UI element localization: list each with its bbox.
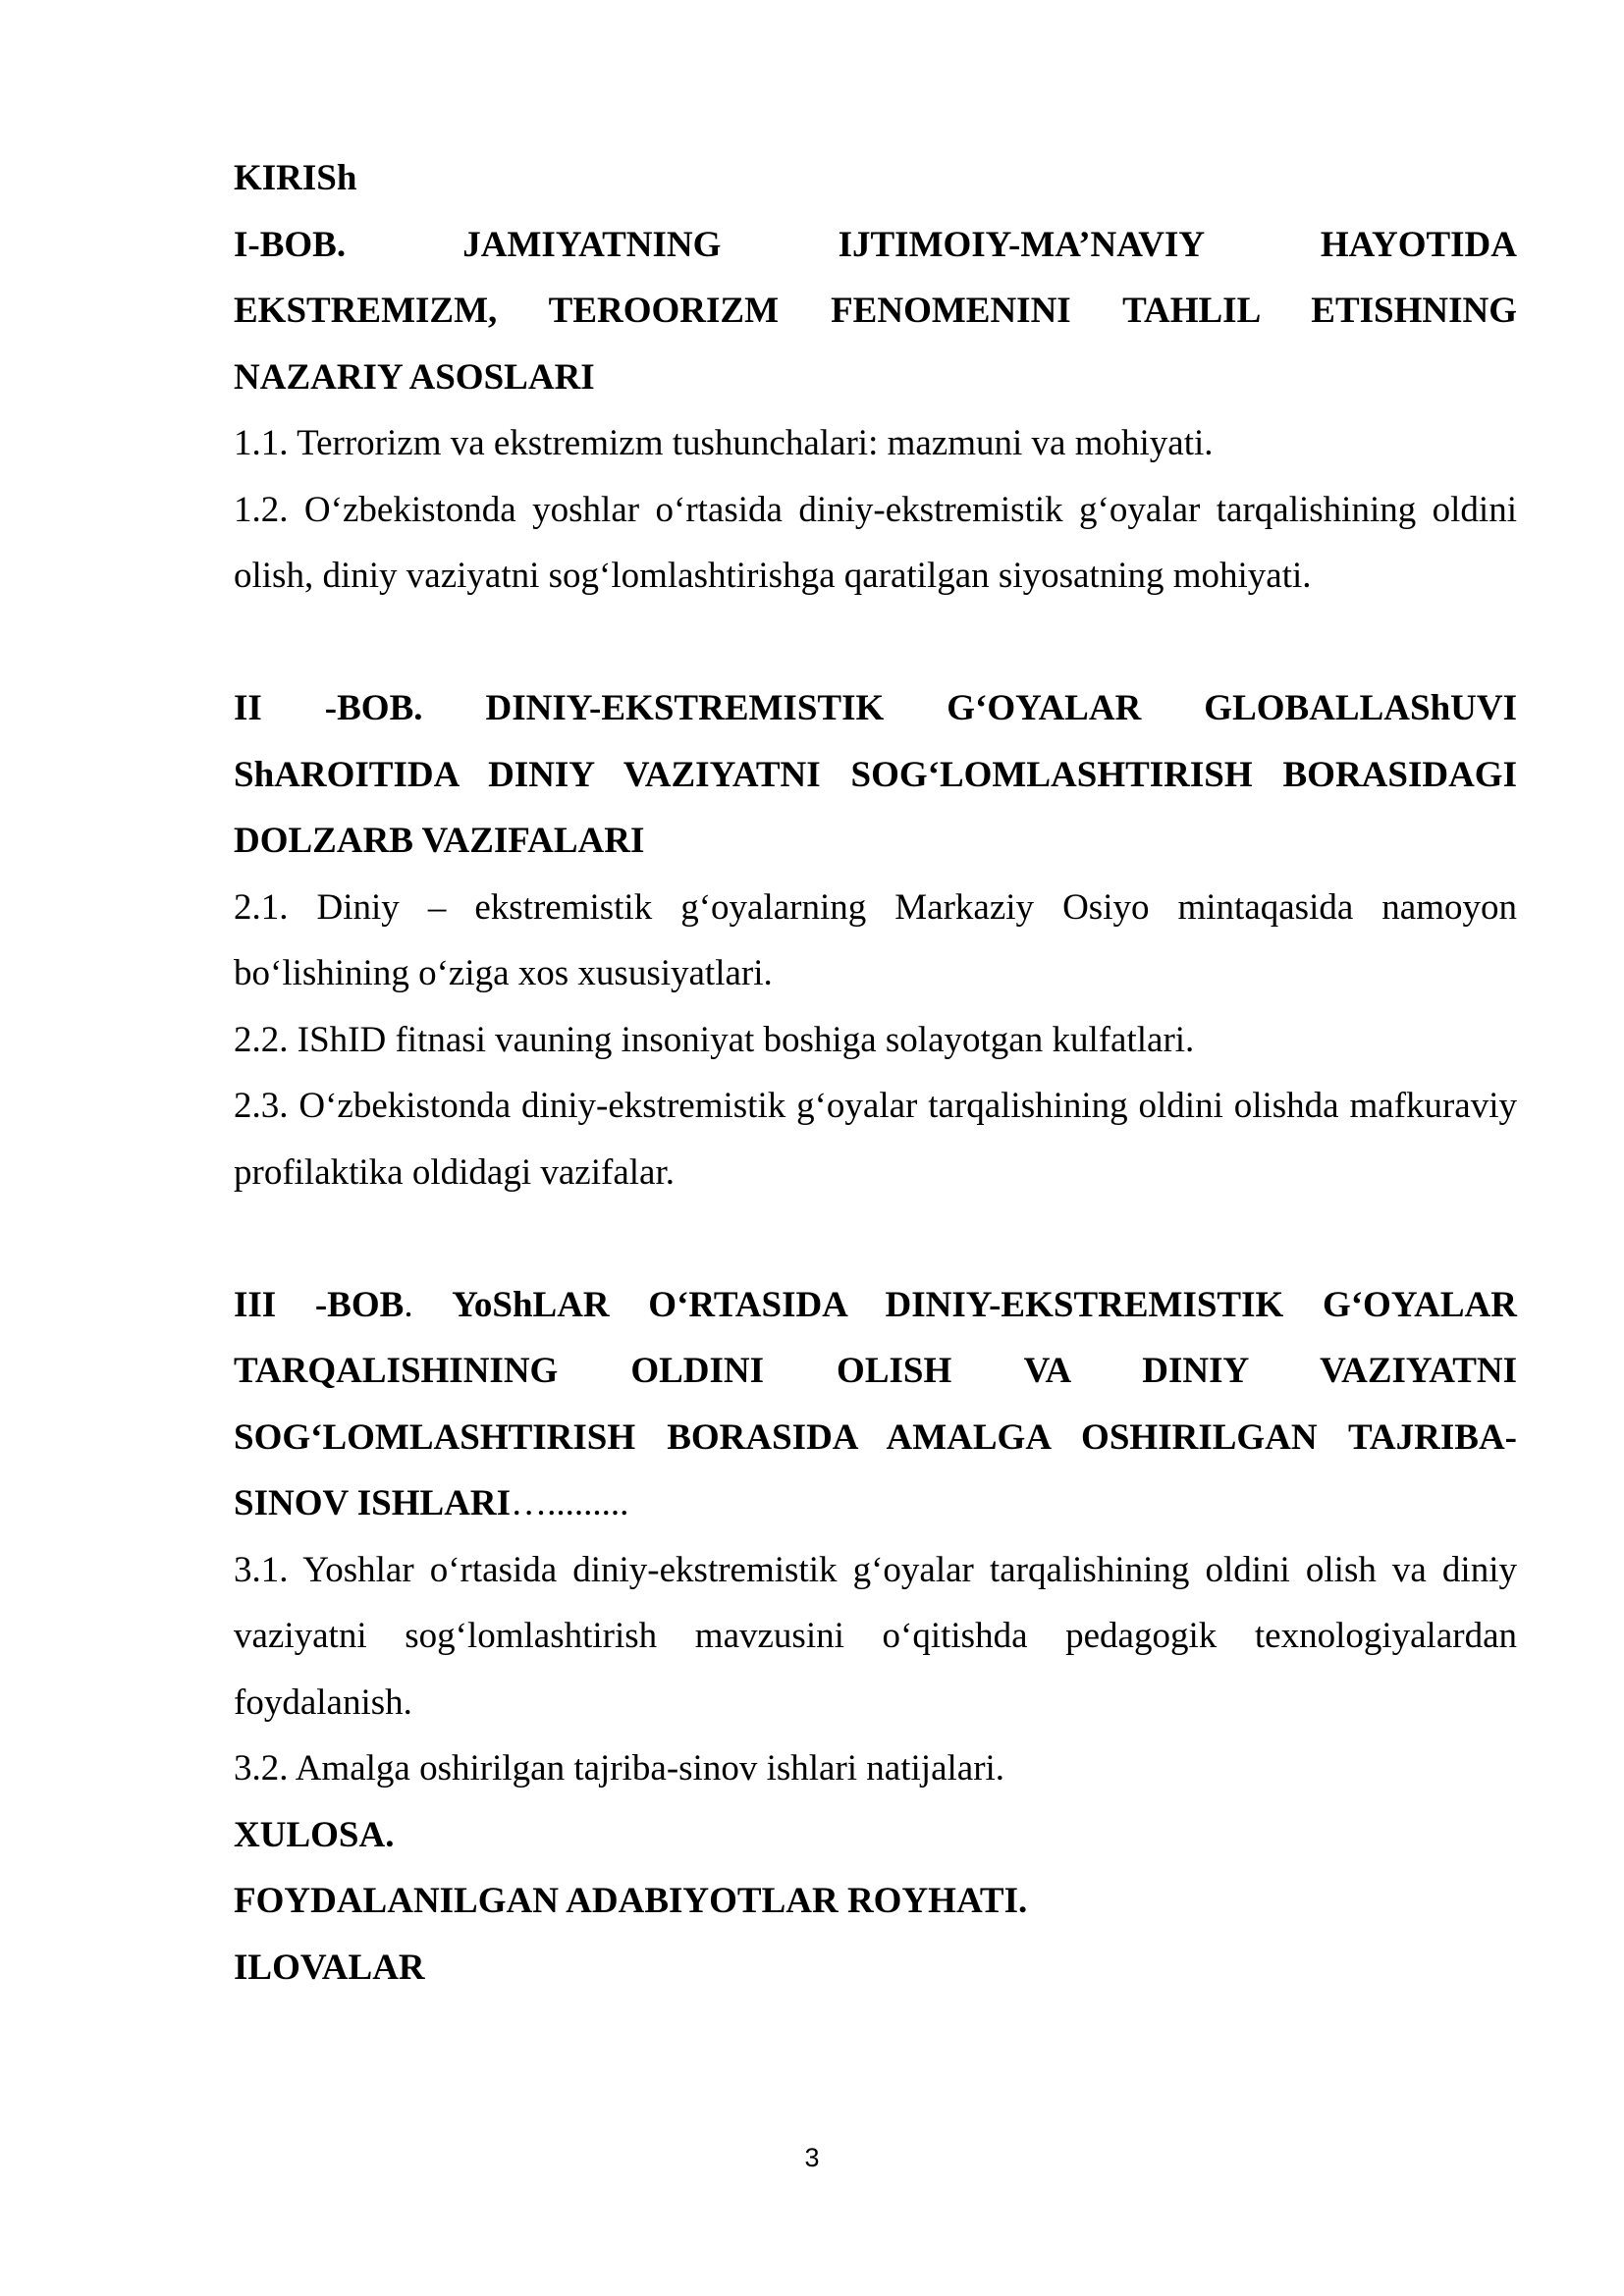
spacer <box>234 1205 1517 1272</box>
section-2-1: 2.1. Diniy – ekstremistik g‘oyalarning Markaziy Osiyo mintaqasida namoyon bo‘lishining o‘ziga xos xususiyatlari. <box>234 886 1517 993</box>
table-of-contents <box>234 145 1517 2001</box>
toc-conclusion: XULOSA. <box>234 1814 395 1855</box>
section-3-2: 3.2. Amalga oshirilgan tajriba-sinov ishlari natijalari. <box>234 1748 1005 1789</box>
toc-appendices: ILOVALAR <box>234 1947 425 1988</box>
chapter-3-title-end: SINOV ISHLARI <box>234 1483 512 1523</box>
page-number: 3 <box>804 2143 820 2172</box>
chapter-3-label: III -BOB <box>234 1284 405 1325</box>
chapter-2-title-line-3: DOLZARB VAZIFALARI <box>234 821 645 861</box>
chapter-3-title-line-3: SOG‘LOMLASHTIRISH BORASIDA AMALGA OSHIRILGAN TAJRIBA- <box>234 1416 1517 1458</box>
toc-references: FOYDALANILGAN ADABIYOTLAR ROYHATI. <box>234 1881 1028 1921</box>
section-1-1: 1.1. Terrorizm va ekstremizm tushunchalari: mazmuni va mohiyati. <box>234 423 1214 463</box>
chapter-3-title-line-4 <box>234 1470 1517 1537</box>
chapter-3-leader-dots: …......... <box>511 1483 629 1523</box>
chapter-1-title-line-3: NAZARIY ASOSLARI <box>234 356 595 398</box>
chapter-2-title-line-2: ShAROITIDA DINIY VAZIYATNI SOG‘LOMLASHTIRISH BORASIDAGI <box>234 754 1517 795</box>
chapter-3-title-text: YoShLAR O‘RTASIDA DINIY-EKSTREMISTIK G‘OYALAR <box>452 1284 1517 1325</box>
section-2-2: 2.2. IShID fitnasi vauning insoniyat boshiga solayotgan kulfatlari. <box>234 1019 1195 1060</box>
chapter-2-title-line-1: II -BOB. DINIY-EKSTREMISTIK G‘OYALAR GLOBALLAShUVI <box>234 688 1517 728</box>
chapter-1-title-line-2: EKSTREMIZM, TEROORIZM FENOMENINI TAHLIL ETISHNING <box>234 291 1517 331</box>
toc-intro: KIRISh <box>234 158 357 198</box>
chapter-3-title-line-2: TARQALISHINING OLDINI OLISH VA DINIY VAZIYATNI <box>234 1351 1517 1391</box>
section-2-3: 2.3. O‘zbekistonda diniy-ekstremistik g‘oyalar tarqalishining oldini olishda mafkuraviy profilaktika oldidagi vazifalar. <box>234 1086 1517 1193</box>
section-3-1: 3.1. Yoshlar o‘rtasida diniy-ekstremistik g‘oyalar tarqalishining oldini olish va diniy vaziyatni sog‘lomlashtirish mavzusini o‘qitishda pedagogik texnologiyalardan foydalanish. <box>234 1549 1517 1723</box>
chapter-1-title-line-1: I-BOB. JAMIYATNING IJTIMOIY-MA’NAVIY HAYOTIDA <box>234 224 1517 265</box>
spacer <box>234 610 1517 676</box>
chapter-3-label-dot: . <box>404 1284 453 1325</box>
chapter-3-title-line-1 <box>234 1272 1517 1339</box>
section-1-2: 1.2. O‘zbekistonda yoshlar o‘rtasida diniy-ekstremistik g‘oyalar tarqalishining oldini olish, diniy vaziyatni sog‘lomlashtirishga qaratilgan siyosatning mohiyati. <box>234 489 1517 596</box>
